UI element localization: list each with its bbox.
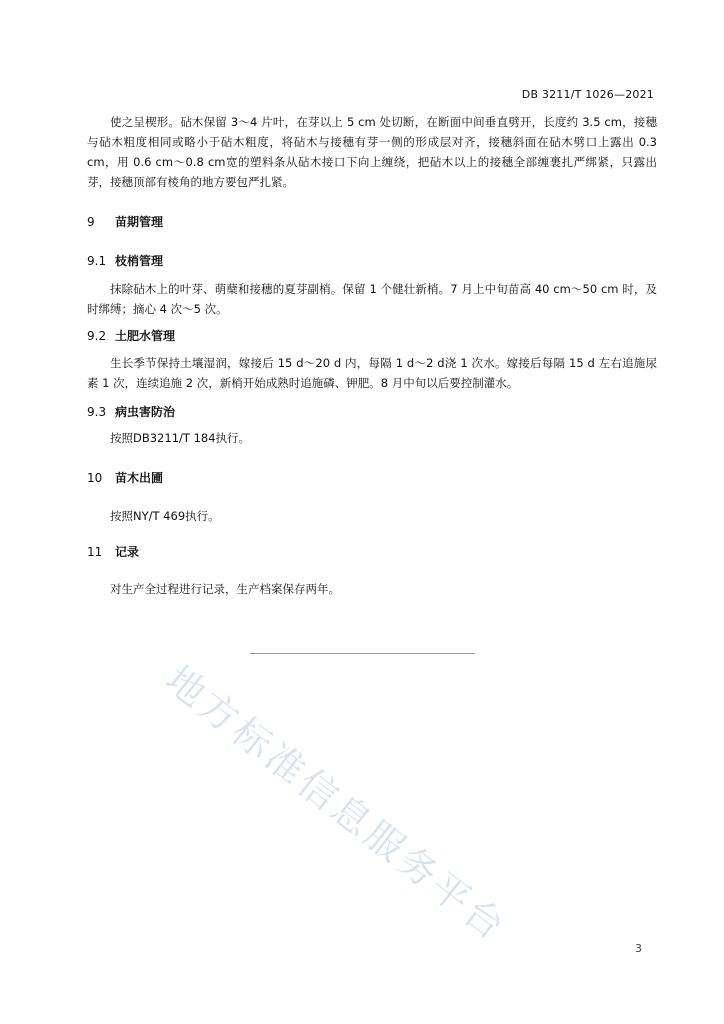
section-title: 土肥水管理 — [115, 329, 176, 343]
section-text: 生长季节保持土壤湿润，嫁接后 15 d～20 d 内，每隔 1 d～2 d浇 1 次水。嫁接后每隔 15 d 左右追施尿素 1 次，连续追施 2 次，新梢开始成熟时追施磷、钾肥。8 月中旬以后要控制灌水。 — [87, 356, 657, 390]
section-title: 枝梢管理 — [115, 254, 164, 268]
section-11-body — [87, 579, 657, 599]
section-9-1-heading — [87, 252, 163, 269]
section-9-2-heading — [87, 327, 175, 344]
end-divider — [250, 653, 475, 654]
section-9-3-body — [87, 428, 657, 448]
section-9-1-body — [87, 279, 657, 319]
section-number: 11 — [87, 545, 103, 559]
watermark: 地方标准信息服务平台 — [157, 657, 516, 951]
section-text: 按照DB3211/T 184执行。 — [110, 431, 251, 445]
section-9-2-body — [87, 353, 657, 393]
section-10-heading — [87, 469, 163, 486]
section-number: 9.3 — [87, 405, 107, 419]
page-number: 3 — [635, 942, 642, 955]
section-9-heading — [87, 213, 163, 230]
section-11-heading — [87, 543, 139, 560]
section-text: 对生产全过程进行记录，生产档案保存两年。 — [110, 582, 340, 596]
section-9-3-heading — [87, 403, 175, 420]
section-number: 10 — [87, 471, 103, 485]
section-number: 9.2 — [87, 329, 107, 343]
document-code: DB 3211/T 1026—2021 — [521, 88, 654, 101]
intro-paragraph-block — [87, 112, 657, 192]
section-text: 抹除砧木上的叶芽、萌蘖和接穗的夏芽副梢。保留 1 个健壮新梢。7 月上中旬苗高 40 cm～50 cm 时，及时绑缚；摘心 4 次～5 次。 — [87, 282, 657, 316]
section-title: 病虫害防治 — [115, 405, 176, 419]
section-10-body — [87, 506, 657, 526]
section-title: 苗木出圃 — [115, 471, 164, 485]
section-title: 苗期管理 — [115, 215, 164, 229]
section-title: 记录 — [115, 545, 140, 559]
section-number: 9.1 — [87, 254, 107, 268]
section-number: 9 — [87, 215, 95, 229]
section-text: 按照NY/T 469执行。 — [110, 509, 220, 523]
intro-paragraph: 使之呈楔形。砧木保留 3～4 片叶，在芽以上 5 cm 处切断，在断面中间垂直劈开，长度约 3.5 cm，接穗与砧木粗度相同或略小于砧木粗度，将砧木与接穗有芽一侧的形成层对齐，接穗斜面在砧木劈口上露出 0.3 cm，用 0.6 cm～0.8 cm宽的塑料条从砧木接口下向上缠绕，把砧木以上的接穗全部缠裹扎严绑紧，只露出芽，接穗顶部有棱角的地方要包严扎紧。 — [87, 115, 657, 189]
